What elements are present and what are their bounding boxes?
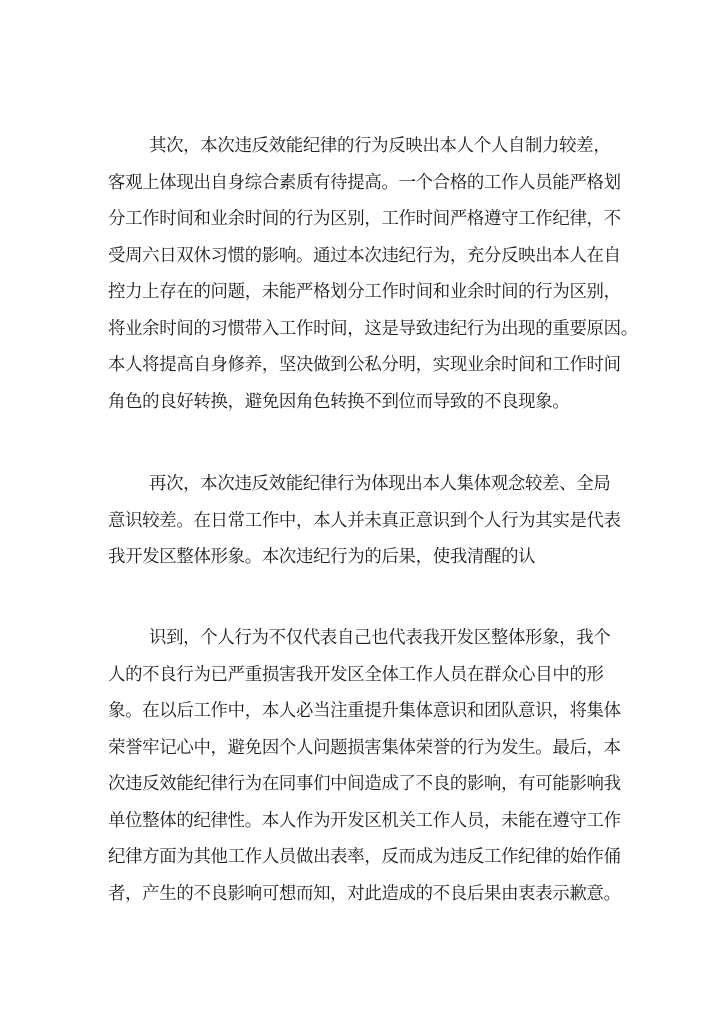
paragraph-line: 再次，本次违反效能纪律行为体现出本人集体观念较差、全局 <box>149 474 611 494</box>
paragraph-line: 人的不良行为已严重损害我开发区全体工作人员在群众心目中的形 <box>108 664 604 685</box>
paragraph-line: 象。在以后工作中，本人必当注重提升集体意识和团队意识，将集体 <box>108 701 621 721</box>
paragraph-line: 角色的良好转换，避免因角色转换不到位而导致的不良现象。 <box>108 391 570 412</box>
paragraph-line: 者，产生的不良影响可想而知，对此造成的不良后果由衷表示歉意。 <box>108 883 621 904</box>
paragraph-line: 次违反效能纪律行为在同事们中间造成了不良的影响，有可能影响我 <box>108 774 621 794</box>
paragraph-line: 将业余时间的习惯带入工作时间，这是导致违纪行为出现的重要原因。 <box>108 318 638 339</box>
paragraph-3 <box>108 620 628 912</box>
paragraph-line: 控力上存在的问题，未能严格划分工作时间和业余时间的行为区别， <box>108 282 621 302</box>
paragraph-line: 客观上体现出自身综合素质有待提高。一个合格的工作人员能严格划 <box>108 172 621 193</box>
paragraph-line: 本人将提高自身修养，坚决做到公私分明，实现业余时间和工作时间 <box>108 355 621 375</box>
paragraph-1 <box>108 128 638 420</box>
paragraph-line: 意识较差。在日常工作中，本人并未真正意识到个人行为其实是代表 <box>108 510 621 531</box>
paragraph-line: 受周六日双休习惯的影响。通过本次违纪行为，充分反映出本人在自 <box>108 245 621 266</box>
paragraph-line: 分工作时间和业余时间的行为区别，工作时间严格遵守工作纪律，不 <box>108 209 621 229</box>
paragraph-line: 识到，个人行为不仅代表自己也代表我开发区整体形象，我个 <box>149 628 611 648</box>
paragraph-line: 荣誉牢记心中，避免因个人问题损害集体荣誉的行为发生。最后，本 <box>108 737 621 758</box>
paragraph-line: 其次，本次违反效能纪律的行为反映出本人个人自制力较差， <box>149 136 611 156</box>
paragraph-2 <box>108 466 628 576</box>
paragraph-line: 单位整体的纪律性。本人作为开发区机关工作人员，未能在遵守工作 <box>108 810 621 831</box>
paragraph-line: 我开发区整体形象。本次违纪行为的后果，使我清醒的认 <box>108 547 536 567</box>
paragraph-line: 纪律方面为其他工作人员做出表率，反而成为违反工作纪律的始作俑 <box>108 847 621 867</box>
